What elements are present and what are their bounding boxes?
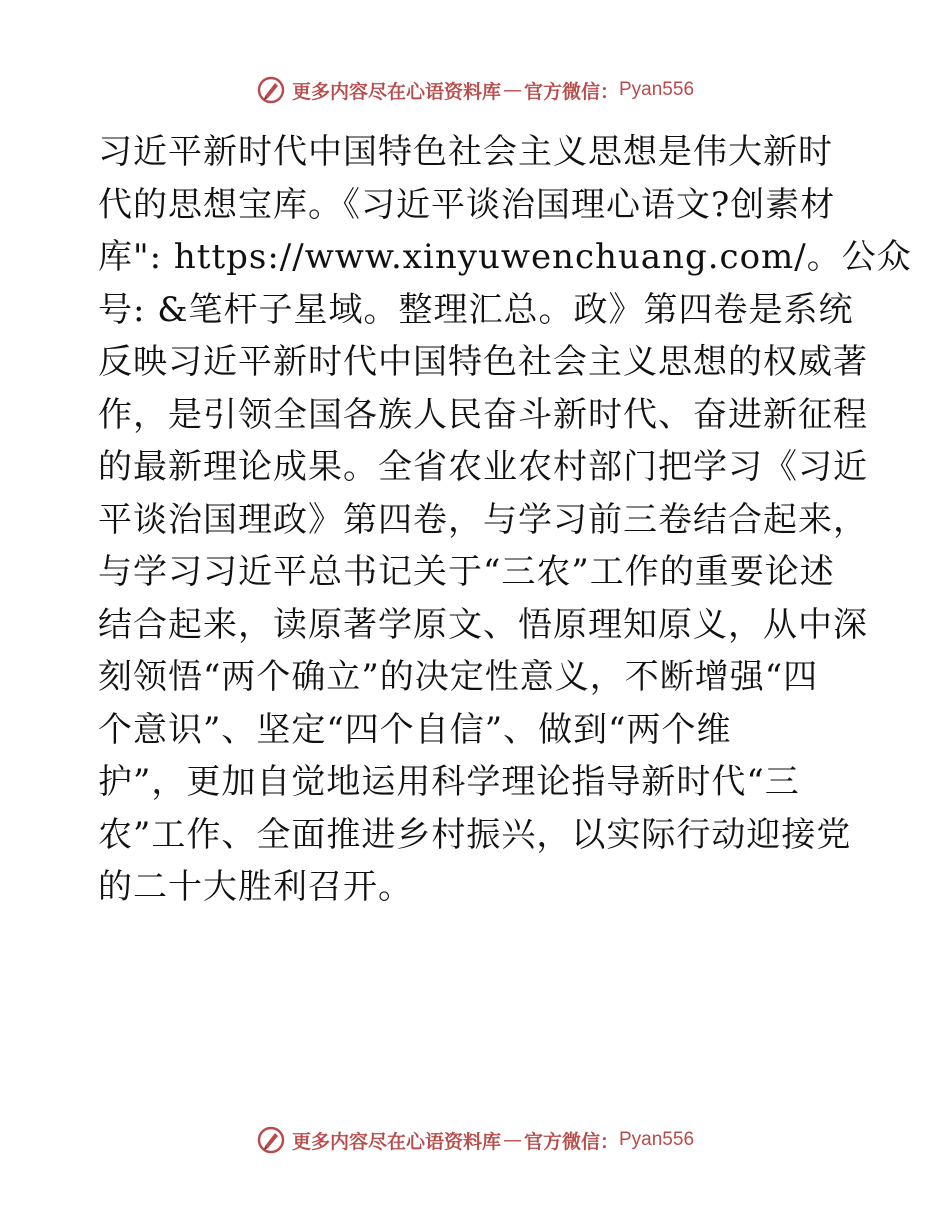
pen-logo-icon bbox=[256, 1125, 286, 1155]
watermark-separator: — bbox=[502, 79, 522, 101]
header-watermark bbox=[0, 70, 950, 110]
wechat-id: Pyan556 bbox=[619, 79, 695, 100]
body-line: 与学习习近平总书记关于“三农”工作的重要论述 bbox=[98, 552, 835, 592]
body-line: 的二十大胜利召开。 bbox=[98, 867, 413, 907]
body-line: 个意识”、坚定“四个自信”、做到“两个维 bbox=[98, 709, 732, 750]
wechat-id: Pyan556 bbox=[619, 1129, 695, 1150]
body-line: 农”工作、全面推进乡村振兴，以实际行动迎接党 bbox=[98, 814, 852, 855]
body-line: 结合起来，读原著学原文、悟原理知原义，从中深 bbox=[98, 604, 868, 645]
body-line: 习近平新时代中国特色社会主义思想是伟大新时 bbox=[98, 132, 833, 172]
document-body bbox=[98, 126, 912, 914]
body-line: 号: &笔杆子星域。整理汇总。政》第四卷是系统 bbox=[98, 289, 854, 330]
watermark-text: 更多内容尽在心语资料库 bbox=[291, 1130, 501, 1153]
body-line: 作，是引领全国各族人民奋斗新时代、奋进新征程 bbox=[98, 394, 868, 435]
watermark-text: 更多内容尽在心语资料库 bbox=[291, 80, 501, 103]
body-line: 护”，更加自觉地运用科学理论指导新时代“三 bbox=[98, 762, 800, 802]
wechat-label: 官方微信： bbox=[523, 1130, 619, 1153]
watermark-separator: — bbox=[502, 1129, 522, 1151]
wechat-label: 官方微信： bbox=[523, 80, 619, 103]
body-line: 平谈治国理政》第四卷，与学习前三卷结合起来， bbox=[98, 499, 868, 540]
pen-logo-icon bbox=[256, 75, 286, 105]
body-line: 代的思想宝库。《习近平谈治国理心语文?创素材 bbox=[98, 184, 836, 225]
body-line: 刻领悟“两个确立”的决定性意义，不断增强“四 bbox=[98, 657, 819, 697]
body-line: 库": https://www.xinyuwenchuang.com/。公众 bbox=[98, 237, 912, 277]
footer-watermark bbox=[0, 1120, 950, 1160]
body-line: 反映习近平新时代中国特色社会主义思想的权威著 bbox=[98, 342, 868, 382]
body-line: 的最新理论成果。全省农业农村部门把学习《习近 bbox=[98, 447, 868, 487]
